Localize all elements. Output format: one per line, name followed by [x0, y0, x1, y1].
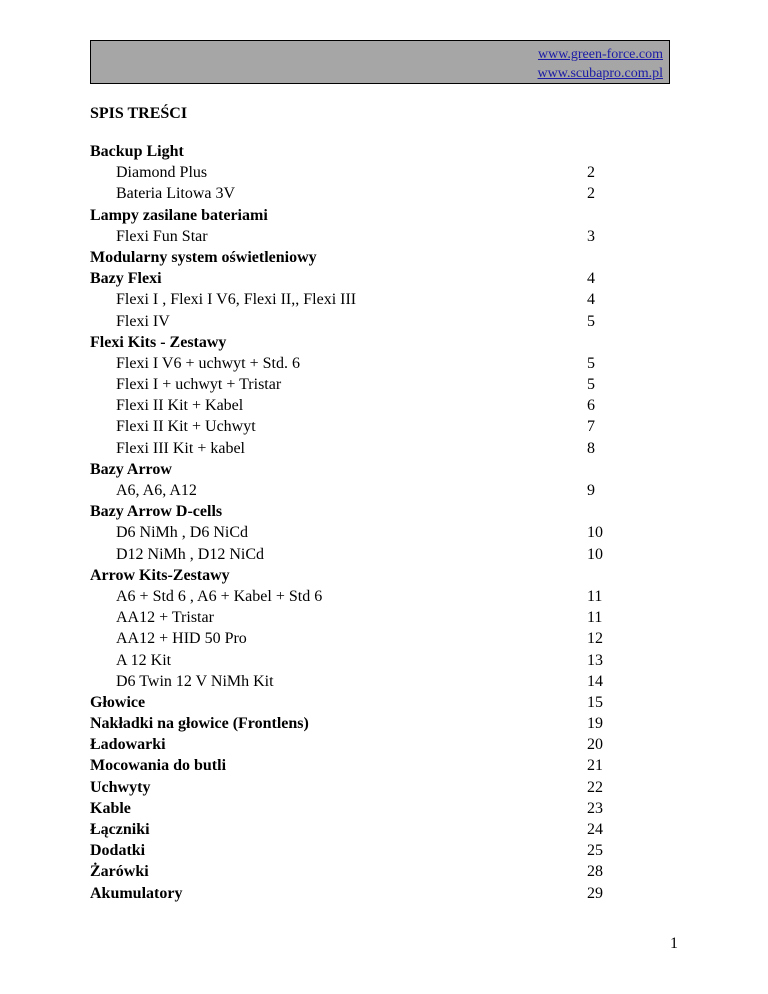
toc-page-number: 11 [587, 609, 603, 627]
toc-entry-row [90, 162, 610, 183]
toc-section-row [90, 205, 610, 226]
toc-label: AA12 + Tristar [116, 609, 214, 627]
toc-label: Ładowarki [90, 736, 166, 754]
toc-label: A 12 Kit [116, 651, 172, 669]
toc-page-number: 28 [587, 863, 603, 881]
toc-section-row [90, 840, 610, 861]
toc-label: Arrow Kits-Zestawy [90, 566, 230, 584]
toc-page-number: 15 [587, 693, 603, 711]
toc-section-row [90, 332, 610, 353]
toc-label: Uchwyty [90, 778, 151, 796]
toc-page-number: 14 [587, 672, 603, 690]
toc-page-number: 21 [587, 757, 603, 775]
toc-section-row [90, 713, 610, 734]
toc-entry-row [90, 311, 610, 332]
toc-label: Flexi Kits - Zestawy [90, 333, 227, 351]
toc-entry-row [90, 544, 610, 565]
toc-entry-row [90, 586, 610, 607]
toc-entry-row [90, 183, 610, 204]
toc-label: Akumulatory [90, 884, 183, 902]
page-number: 1 [670, 935, 678, 952]
toc-page-number: 6 [587, 397, 595, 415]
toc-label: Żarówki [90, 863, 149, 881]
header-link-green-force[interactable]: www.green-force.com [537, 47, 663, 62]
toc-page-number: 13 [587, 651, 603, 669]
toc-label: Flexi IV [116, 312, 170, 330]
toc-section-row [90, 501, 610, 522]
toc-entry-row [90, 353, 610, 374]
toc-label: Flexi III Kit + kabel [116, 439, 245, 457]
toc-section-row [90, 819, 610, 840]
toc-page-number: 23 [587, 799, 603, 817]
toc-label: Mocowania do butli [90, 757, 227, 775]
toc-page-number: 9 [587, 482, 595, 499]
toc-entry-row [90, 650, 610, 671]
toc-label: Flexi I , Flexi I V6, Flexi II,, Flexi III [116, 291, 357, 309]
toc-section-row [90, 692, 610, 713]
toc-label: Bazy Arrow D-cells [90, 503, 223, 521]
toc-page-number: 5 [587, 376, 595, 394]
toc-section-row [90, 141, 610, 162]
toc-entry-row [90, 628, 610, 649]
table-of-contents [90, 141, 610, 904]
toc-label: Dodatki [90, 842, 146, 860]
toc-section-row [90, 268, 610, 289]
toc-page-number: 25 [587, 842, 603, 860]
toc-page-number: 5 [587, 312, 595, 330]
toc-label: Flexi I + uchwyt + Tristar [116, 376, 282, 394]
toc-label: Lampy zasilane bateriami [90, 206, 268, 224]
toc-page-number: 22 [587, 778, 603, 796]
toc-section-row [90, 565, 610, 586]
toc-page-number: 2 [587, 164, 595, 182]
toc-label: Kable [90, 799, 131, 817]
toc-label: Flexi Fun Star [116, 227, 208, 245]
toc-entry-row [90, 438, 610, 459]
toc-page-number: 3 [587, 227, 595, 245]
toc-entry-row [90, 671, 610, 692]
document-title: SPIS TREŚCI [90, 105, 188, 122]
toc-page-number: 11 [587, 587, 603, 605]
toc-entry-row [90, 289, 610, 310]
toc-label: D6 Twin 12 V NiMh Kit [116, 672, 274, 690]
toc-entry-row [90, 374, 610, 395]
toc-entry-row [90, 395, 610, 416]
header-link-scubapro[interactable]: www.scubapro.com.pl [537, 66, 663, 81]
toc-label: Modularny system oświetleniowy [90, 248, 317, 266]
toc-page-number: 2 [587, 185, 595, 203]
toc-label: D12 NiMh , D12 NiCd [116, 545, 265, 563]
toc-entry-row [90, 226, 610, 247]
toc-page-number: 4 [587, 270, 595, 288]
toc-section-row [90, 247, 610, 268]
toc-label: AA12 + HID 50 Pro [116, 630, 247, 648]
toc-page-number: 20 [587, 736, 603, 754]
toc-entry-row [90, 522, 610, 543]
toc-page-number: 29 [587, 884, 603, 902]
toc-page-number: 12 [587, 630, 603, 648]
toc-label: Głowice [90, 693, 146, 711]
toc-label: Backup Light [90, 143, 184, 160]
toc-section-row [90, 777, 610, 798]
toc-page-number: 10 [587, 545, 603, 563]
toc-page-number: 8 [587, 439, 595, 457]
toc-section-row [90, 883, 610, 904]
toc-label: Flexi II Kit + Uchwyt [116, 418, 256, 436]
toc-page-number: 5 [587, 354, 595, 372]
toc-entry-row [90, 607, 610, 628]
toc-page-number: 19 [587, 715, 603, 733]
toc-label: Diamond Plus [116, 164, 208, 182]
toc-label: A6 + Std 6 , A6 + Kabel + Std 6 [116, 587, 323, 605]
toc-label: D6 NiMh , D6 NiCd [116, 524, 249, 542]
toc-label: Nakładki na głowice (Frontlens) [90, 715, 309, 733]
toc-page-number: 24 [587, 821, 603, 838]
toc-section-row [90, 734, 610, 755]
toc-page-number: 7 [587, 418, 595, 436]
toc-label: A6, A6, A12 [116, 482, 197, 499]
toc-page-number: 10 [587, 524, 603, 542]
header-links [538, 45, 663, 83]
toc-label: Bazy Arrow [90, 460, 172, 478]
toc-label: Flexi I V6 + uchwyt + Std. 6 [116, 354, 300, 372]
toc-section-row [90, 459, 610, 480]
toc-label: Bateria Litowa 3V [116, 185, 236, 203]
toc-entry-row [90, 416, 610, 437]
header-box [90, 40, 670, 84]
toc-label: Łączniki [90, 821, 150, 838]
toc-label: Bazy Flexi [90, 270, 162, 288]
toc-page-number: 4 [587, 291, 595, 309]
toc-section-row [90, 798, 610, 819]
toc-section-row [90, 755, 610, 776]
toc-entry-row [90, 480, 610, 501]
toc-label: Flexi II Kit + Kabel [116, 397, 244, 415]
toc-section-row [90, 861, 610, 882]
